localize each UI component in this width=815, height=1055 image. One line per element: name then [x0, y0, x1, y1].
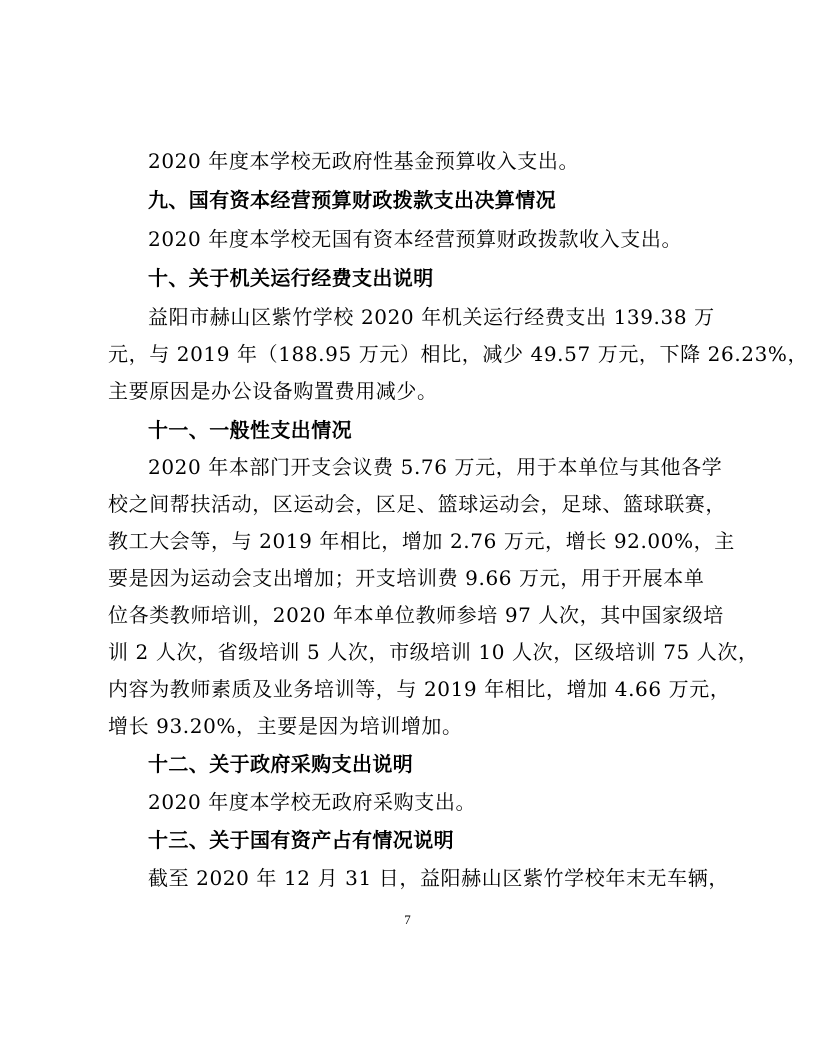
paragraph-line: 校之间帮扶活动，区运动会，区足、篮球运动会，足球、篮球联赛，: [108, 492, 726, 516]
paragraph-line: 要是因为运动会支出增加；开支培训费 9.66 万元，用于开展本单: [108, 566, 705, 590]
paragraph-line: 2020 年本部门开支会议费 5.76 万元，用于本单位与其他各学: [148, 455, 723, 479]
paragraph-line: 增长 93.20%，主要是因为培训增加。: [108, 714, 463, 738]
paragraph-line: 2020 年度本学校无国有资本经营预算财政拨款收入支出。: [148, 227, 683, 251]
section-heading: 十二、关于政府采购支出说明: [148, 752, 414, 776]
paragraph-line: 2020 年度本学校无政府采购支出。: [148, 790, 477, 814]
paragraph-line: 益阳市赫山区紫竹学校 2020 年机关运行经费支出 139.38 万: [148, 305, 715, 329]
section-heading: 十一、一般性支出情况: [148, 418, 352, 442]
paragraph-line: 内容为教师素质及业务培训等，与 2019 年相比，增加 4.66 万元，: [108, 677, 731, 701]
section-heading: 九、国有资本经营预算财政拨款支出决算情况: [148, 188, 556, 212]
paragraph-line: 截至 2020 年 12 月 31 日，益阳赫山区紫竹学校年末无车辆，: [148, 866, 729, 890]
paragraph-line: 主要原因是办公设备购置费用减少。: [108, 379, 438, 403]
paragraph-line: 位各类教师培训，2020 年本单位教师参培 97 人次，其中国家级培: [108, 603, 724, 627]
page-number: 7: [404, 912, 411, 927]
paragraph-line: 训 2 人次，省级培训 5 人次，市级培训 10 人次，区级培训 75 人次，: [108, 640, 759, 664]
paragraph-line: 2020 年度本学校无政府性基金预算收入支出。: [148, 149, 580, 173]
paragraph-line: 元，与 2019 年（188.95 万元）相比，减少 49.57 万元，下降 26.23%，: [108, 342, 809, 366]
section-heading: 十、关于机关运行经费支出说明: [148, 266, 434, 290]
section-heading: 十三、关于国有资产占有情况说明: [148, 828, 454, 852]
paragraph-line: 教工大会等，与 2019 年相比，增加 2.76 万元，增长 92.00%，主: [108, 529, 735, 553]
